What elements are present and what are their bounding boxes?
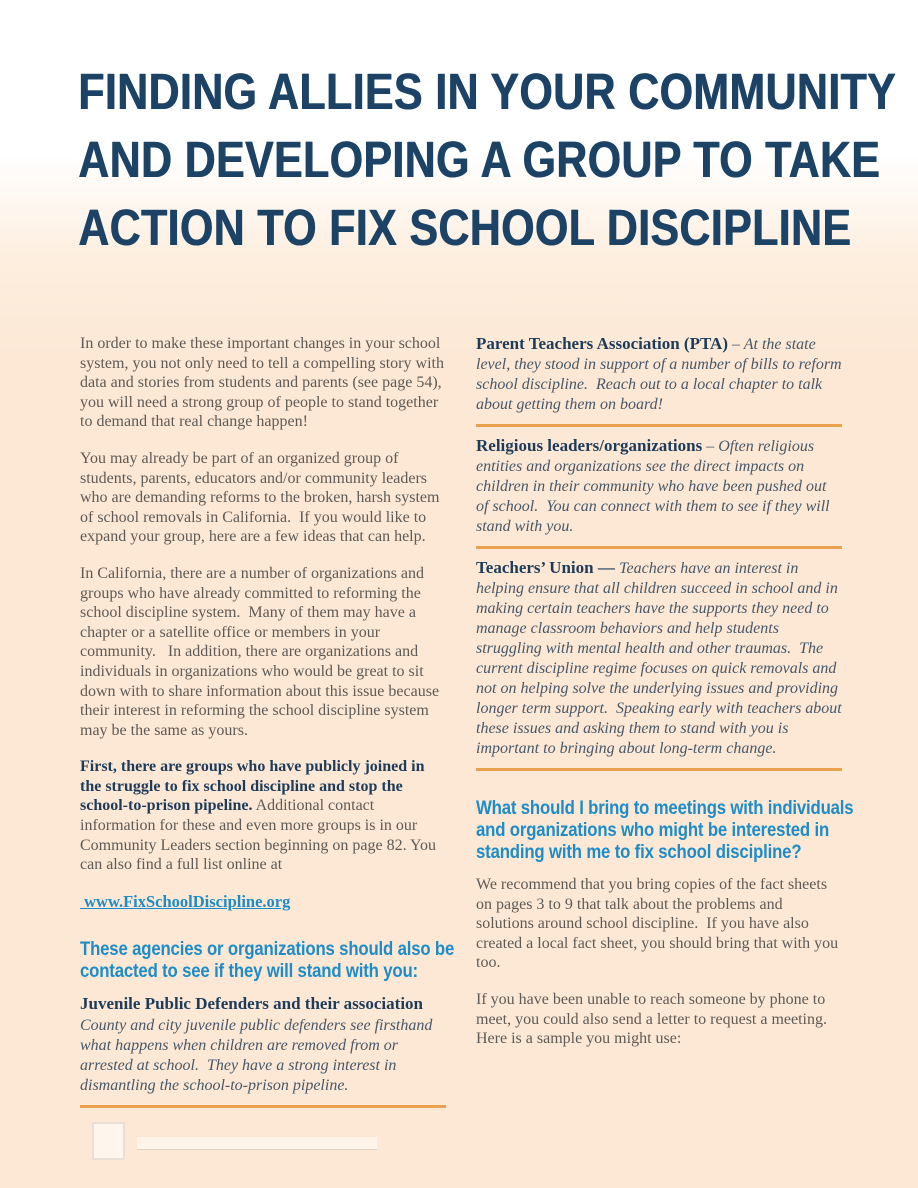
agencies-heading-line-2: contacted to see if they will stand with you: [80, 959, 418, 982]
agencies-heading-line-1: These agencies or organizations should also be [80, 937, 455, 960]
left-column [80, 334, 455, 1117]
right-column [476, 334, 854, 1117]
entry-title: Juvenile Public Defenders and their association [80, 993, 423, 1013]
letter-suggestion-paragraph: If you have been unable to reach someone by phone to meet, you could also send a letter to request a meeting. Here is a sample you might use: [476, 990, 835, 1048]
content-columns [80, 334, 918, 1117]
intro-paragraph-1: In order to make these important changes in your school system, you not only need to tell a compelling story with data and stories from students and parents (see page 54), you will need a strong group of people to stand together to demand that real change happen! [80, 335, 448, 431]
page-title [0, 0, 918, 262]
agencies-heading [80, 937, 455, 982]
intro-paragraph-3: In California, there are a number of organizations and groups who have already committed to reforming the school discipline system. Many of them may have a chapter or a satellite office or members in your community. In addition, there are organizations and individuals in organizations who would be great to sit down with to share information about this issue because their interest in reforming the school discipline system may be the same as yours. [80, 564, 444, 739]
entry-dash: – [702, 438, 719, 455]
page-title-line-2: AND DEVELOPING A GROUP TO TAKE [78, 131, 881, 188]
page-title-line-3: ACTION TO FIX SCHOOL DISCIPLINE [78, 199, 852, 256]
intro-paragraph-2: You may already be part of an organized group of students, parents, educators and/or community leaders who are demanding reforms to the broken, harsh system of school removals in California. If you would like to expand your group, here are a few ideas that can help. [80, 449, 444, 546]
orange-divider [80, 1105, 446, 1108]
page-number-badge [92, 1122, 125, 1160]
recommendation-paragraph: We recommend that you bring copies of the fact sheets on pages 3 to 9 that talk about the problems and solutions around school discipline. If you have also created a local fact sheet, you should bring that with you too. [476, 876, 843, 972]
entry-description: At the state level, they stood in support of a number of bills to reform school discipline. Reach out to a local chapter to talk about getting them on board! [476, 336, 846, 413]
meetings-heading [476, 797, 854, 863]
entry-title: Religious leaders/organizations [476, 436, 703, 455]
footer-text-faint [137, 1137, 377, 1150]
entry-juvenile-public-defenders [80, 994, 446, 1096]
entry-description: Often religious entities and organizations see the direct impacts on children in their community who have been pushed out of school. You can connect with them to see if they will stand with you. [476, 438, 834, 535]
orange-divider [476, 546, 842, 549]
entry-pta [476, 334, 846, 415]
callout-rest-text: Additional contact information for these and even more groups is in our Community Leaders section beginning on page 82. You can also find a full list online at [80, 797, 440, 874]
orange-divider [476, 768, 842, 771]
entry-dash: – [728, 336, 744, 353]
entry-description: Teachers have an interest in helping ensure that all children succeed in school and in making certain teachers have the supports they need to manage classroom behaviors and help students struggling with mental health and other traumas. The current discipline regime focuses on quick removals and not on helping solve the underlying issues and providing longer term support. Speaking early with teachers about these issues and asking them to stand with you is important to bringing about long-term change. [476, 560, 846, 757]
meetings-heading-line-3: standing with me to fix school discipline? [476, 841, 802, 863]
fixschooldiscipline-link[interactable]: www.FixSchoolDiscipline.org [80, 891, 291, 911]
entry-teachers-union [476, 558, 846, 759]
entry-title: Parent Teachers Association (PTA) [476, 334, 728, 353]
orange-divider [476, 424, 842, 427]
meetings-heading-line-2: and organizations who might be interested in [476, 819, 830, 841]
entry-religious-leaders [476, 436, 842, 537]
entry-title: Teachers’ Union — [476, 558, 620, 577]
callout-paragraph [80, 757, 446, 875]
page-footer [92, 1122, 377, 1160]
meetings-heading-line-1: What should I bring to meetings with individuals [476, 797, 854, 819]
page-title-line-1: FINDING ALLIES IN YOUR COMMUNITY [78, 63, 896, 120]
entry-description: County and city juvenile public defenders see firsthand what happens when children are removed from or arrested at school. They have a strong interest in dismantling the school-to-prison pipeline. [80, 1016, 437, 1094]
callout-lead-text: First, there are groups who have publicly joined in the struggle to fix school discipline and stop the school-to-prison pipeline. [80, 758, 429, 815]
